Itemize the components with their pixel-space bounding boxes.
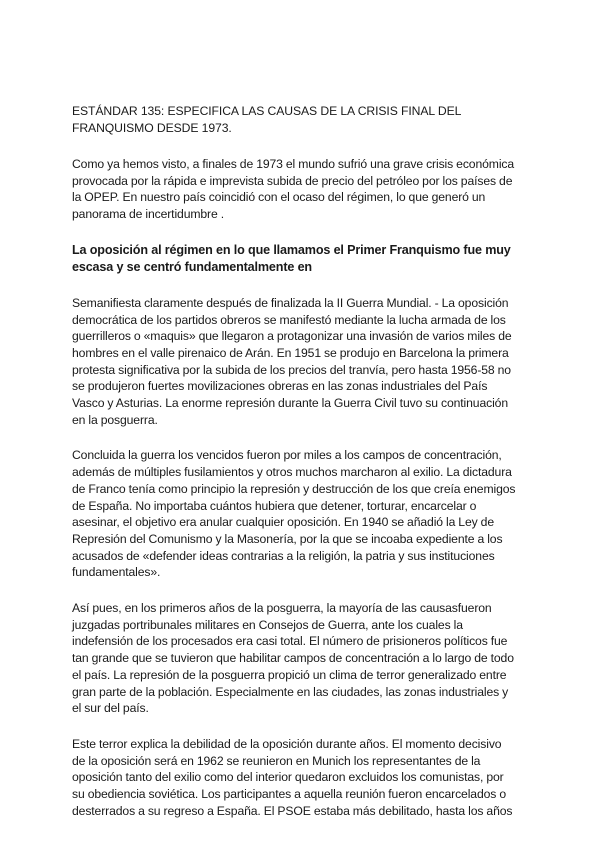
- intro-paragraph: [72, 156, 532, 223]
- document-title: [72, 103, 532, 137]
- text-line: hombres en el valle pirenaico de Arán. En 1951 se produjo en Barcelona la primera: [72, 345, 509, 360]
- title-line: ESTÁNDAR 135: ESPECIFICA LAS CAUSAS DE LA CRISIS FINAL DEL: [72, 104, 462, 118]
- text-line: de Franco tenía como principio la represión y destrucción de los que creía enemigos: [72, 481, 516, 496]
- text-line: panorama de incertidumbre .: [72, 207, 224, 222]
- text-line: Represión del Comunismo y la Masonería, por la que se incoaba expediente a los: [72, 531, 503, 546]
- title-line: FRANQUISMO DESDE 1973.: [72, 121, 232, 135]
- text-line: acusados de «defender ideas contrarias a la religión, la patria y sus instituciones: [72, 548, 495, 563]
- heading-line: escasa y se centró fundamentalmente en: [72, 260, 312, 275]
- text-line: en la posguerra.: [72, 412, 158, 427]
- paragraph-1: [72, 295, 532, 429]
- text-line: de la oposición será en 1962 se reunieron en Munich los representantes de la: [72, 753, 481, 768]
- text-line: Semanifiesta claramente después de finalizada la II Guerra Mundial. - La oposición: [72, 295, 509, 310]
- text-line: guerrilleros o «maquis» que llegaron a protagonizar una invasión de varios miles de: [72, 329, 512, 344]
- text-line: tan grande que se tuvieron que habilitar campos de concentración a lo largo de todo: [72, 651, 514, 666]
- text-line: el sur del país.: [72, 701, 149, 716]
- text-line: el país. La represión de la posguerra propició un clima de terror generalizado entre: [72, 667, 507, 682]
- paragraph-2: [72, 447, 532, 581]
- text-line: su obediencia soviética. Los participantes a aquella reunión fueron encarcelados o: [72, 787, 506, 802]
- text-line: Como ya hemos visto, a finales de 1973 el mundo sufrió una grave crisis económica: [72, 157, 515, 171]
- text-line: Así pues, en los primeros años de la posguerra, la mayoría de las causasfueron: [72, 601, 492, 616]
- text-line: oposición tanto del exilio como del interior quedaron excluidos los comunistas, por: [72, 770, 504, 785]
- section-heading: [72, 242, 532, 277]
- document-page: [72, 103, 532, 839]
- text-line: provocada por la rápida e imprevista subida de precio del petróleo por los países de: [72, 173, 513, 188]
- text-line: de España. No importaba cuántos hubiera que detener, torturar, encarcelar o: [72, 498, 477, 513]
- text-line: fundamentales».: [72, 565, 161, 580]
- text-line: gran parte de la población. Especialmente en las ciudades, las zonas industriales y: [72, 684, 509, 699]
- text-line: democrática de los partidos obreros se manifestó mediante la lucha armada de los: [72, 312, 506, 327]
- text-line: juzgadas portribunales militares en Consejos de Guerra, ante los cuales la: [72, 617, 463, 632]
- text-line: Vasco y Asturias. La enorme represión durante la Guerra Civil tuvo su continuación: [72, 396, 508, 411]
- text-line: Concluida la guerra los vencidos fueron por miles a los campos de concentración,: [72, 448, 502, 463]
- text-line: asesinar, el objetivo era anular cualquier oposición. En 1940 se añadió la Ley de: [72, 515, 494, 530]
- text-line: protesta significativa por la subida de los precios del tranvía, pero hasta 1956-58 no: [72, 362, 511, 377]
- text-line: Este terror explica la debilidad de la oposición durante años. El momento decisivo: [72, 736, 502, 751]
- text-line: además de múltiples fusilamientos y otros muchos marcharon al exilio. La dictadura: [72, 465, 512, 480]
- text-line: desterrados a su regreso a España. El PSOE estaba más debilitado, hasta los años: [72, 803, 513, 818]
- heading-line: La oposición al régimen en lo que llamamos el Primer Franquismo fue muy: [72, 242, 511, 257]
- paragraph-3: [72, 600, 532, 717]
- text-line: la OPEP. En nuestro país coincidió con el ocaso del régimen, lo que generó un: [72, 190, 486, 205]
- paragraph-4: [72, 736, 532, 820]
- text-line: indefensión de los procesados era casi total. El número de prisioneros políticos fue: [72, 634, 508, 649]
- text-line: se produjeron fuertes movilizaciones obreras en las zonas industriales del País: [72, 379, 488, 394]
